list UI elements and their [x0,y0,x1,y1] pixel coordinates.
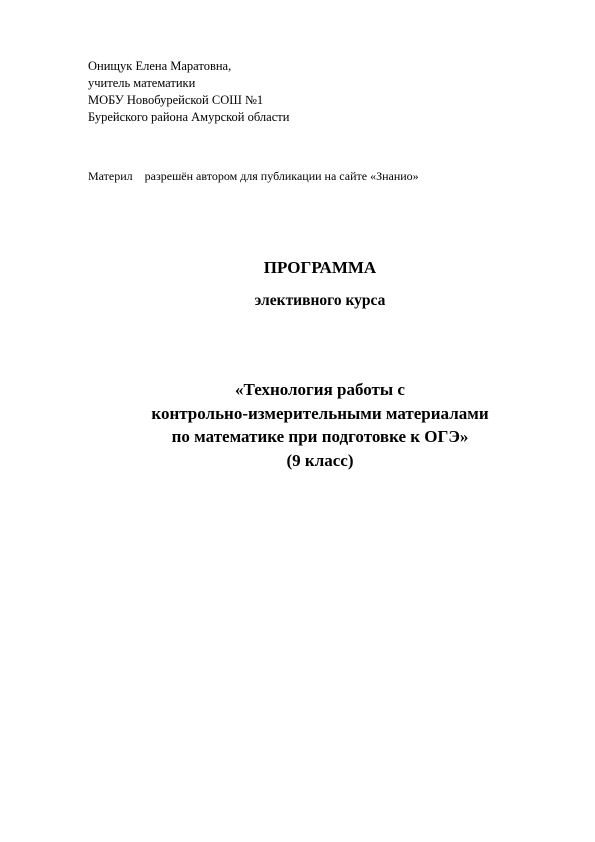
author-name: Онищук Елена Маратовна, [88,59,232,73]
permission-part-1: Материл [88,169,133,183]
program-subtitle: элективного курса [254,292,386,309]
course-title [0,378,595,472]
program-title: ПРОГРАММА [263,258,377,277]
course-title-line-3: по математике при подготовке к ОГЭ» [171,427,469,446]
course-grade: (9 класс) [286,450,354,470]
author-position: учитель математики [88,76,196,90]
publication-permission [88,168,419,184]
permission-part-2: разрешён автором для публикации на сайте «Знанио» [144,169,419,183]
author-school: МОБУ Новобурейской СОШ №1 [88,93,264,107]
program-heading [0,256,595,312]
author-region: Бурейского района Амурской области [88,110,290,124]
author-info [88,58,289,126]
course-title-line-1: «Технология работы с [235,380,405,399]
course-title-line-2: контрольно-измерительными материалами [151,403,489,423]
